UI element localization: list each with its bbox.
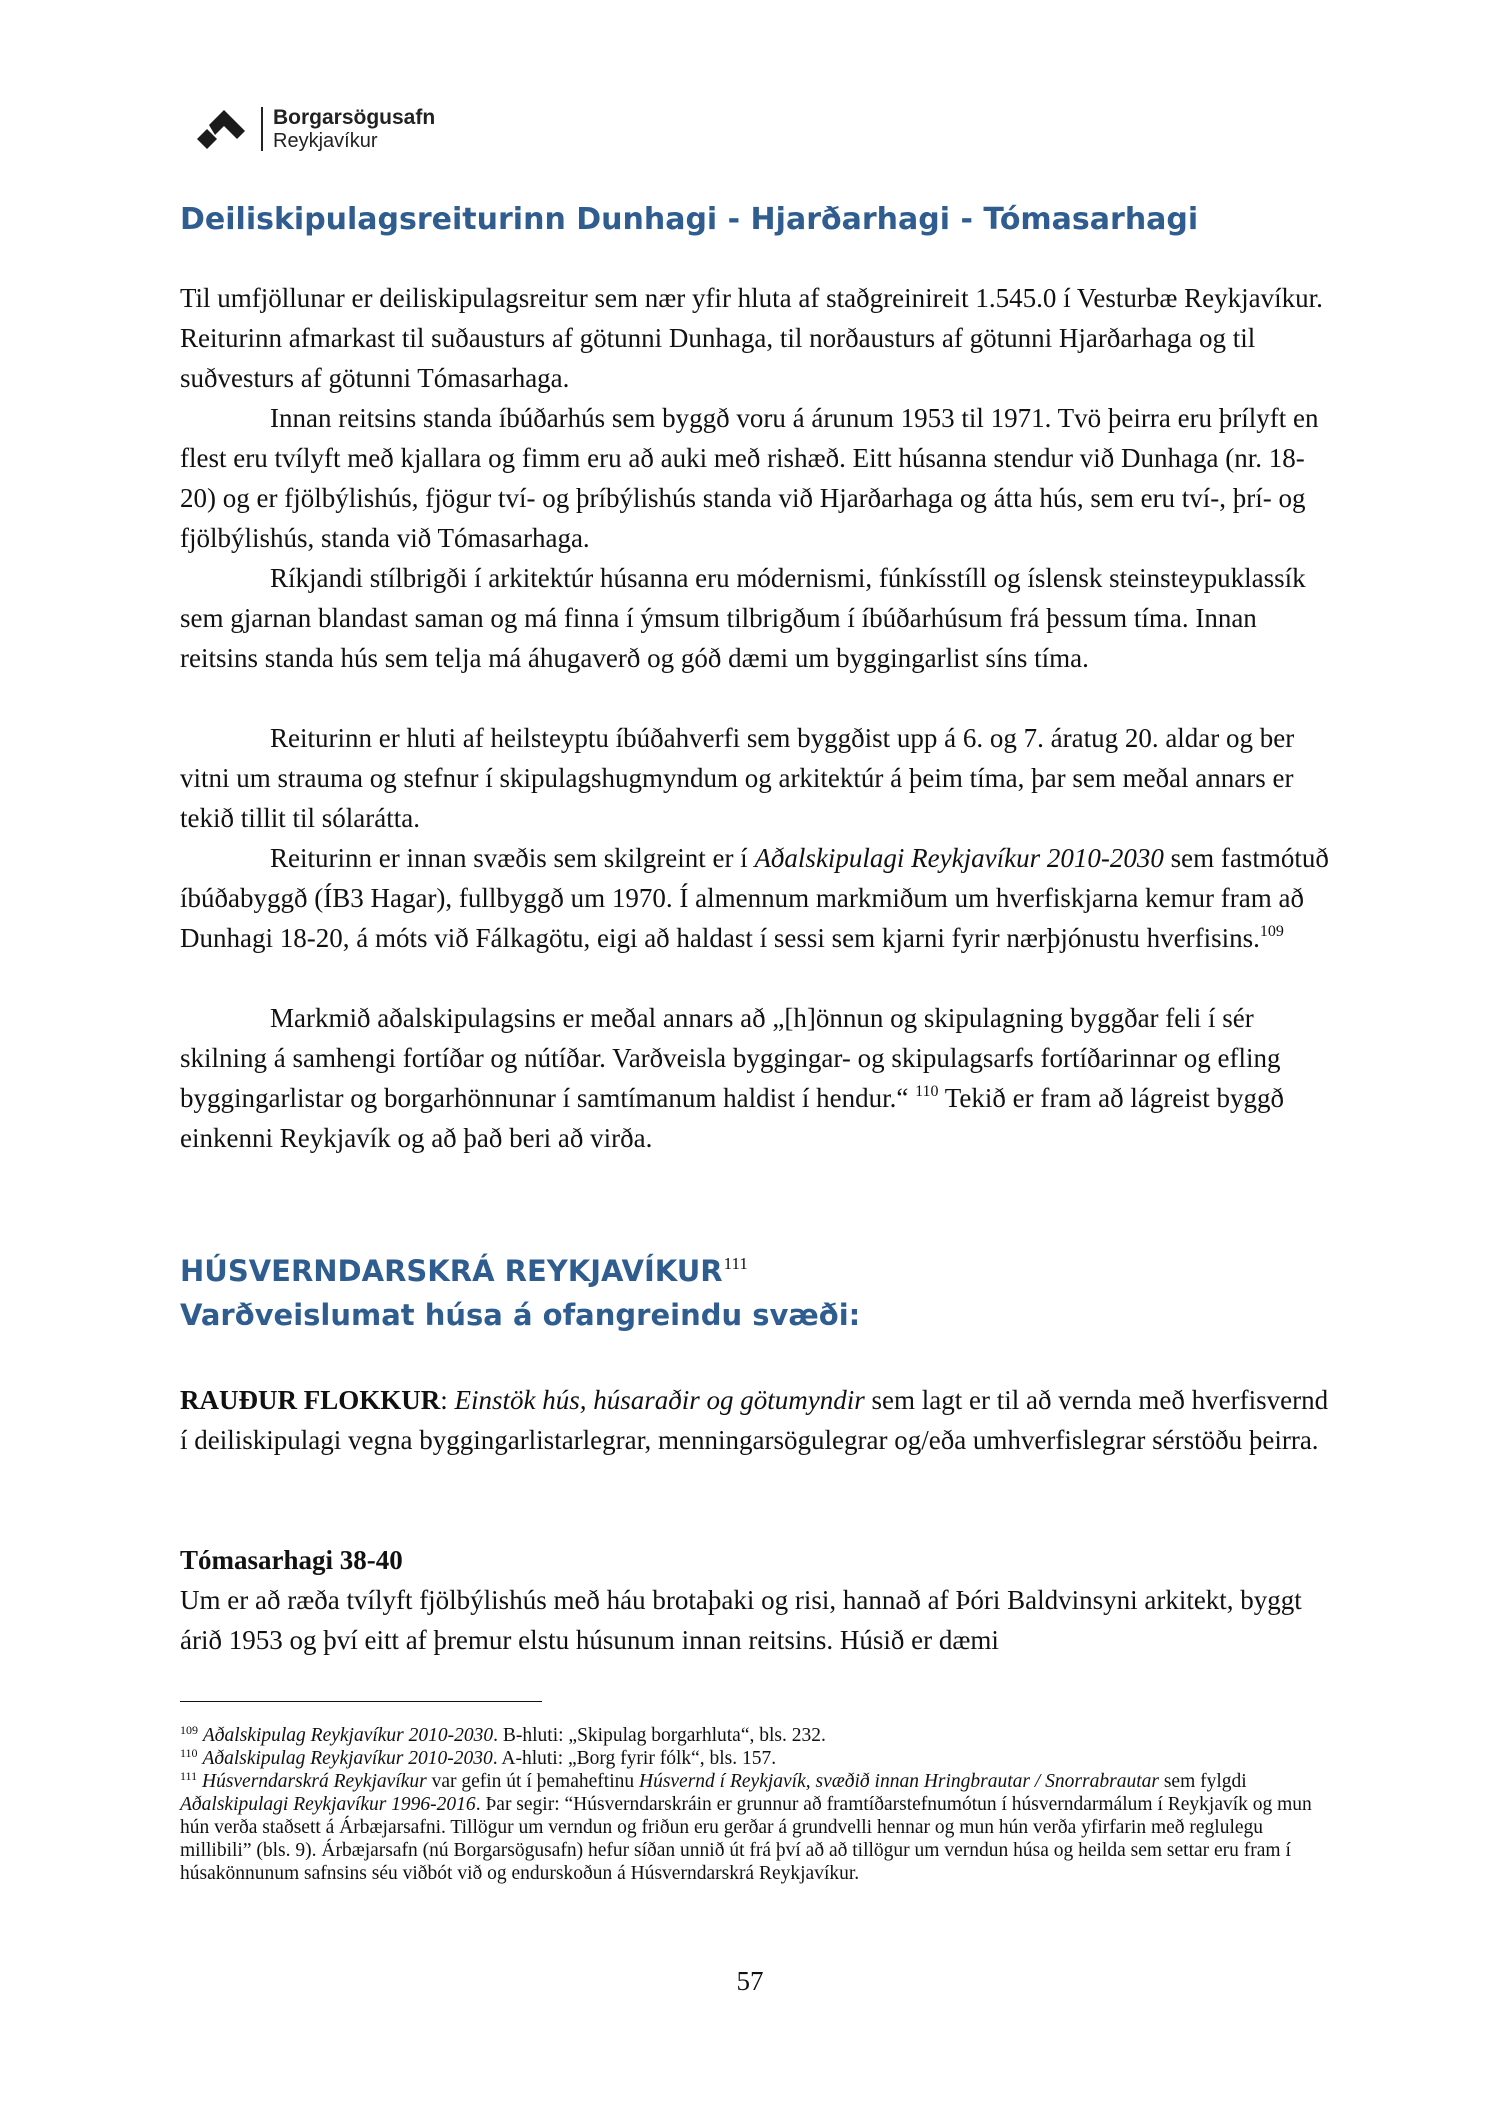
house-title: Tómasarhagi 38-40: [180, 1545, 403, 1575]
house-description: Um er að ræða tvílyft fjölbýlishús með háu brotaþaki og risi, hannað af Þóri Baldvinsyni arkitekt, byggt árið 1953 og því eitt af þremur elstu húsunum innan reitsins. Húsið er dæmi: [180, 1585, 1302, 1655]
red-category-label: RAUÐUR FLOKKUR: [180, 1385, 441, 1415]
registry-heading: HÚSVERNDARSKRÁ REYKJAVÍKUR$^{111}$: [180, 1254, 748, 1288]
paragraph-history: Reiturinn er hluti af heilsteyptu íbúðahverfi sem byggðist upp á 6. og 7. áratug 20. aldar og ber vitni um strauma og stefnur í skipulagshugmyndum og arkitektúr á þeim tíma, þar sem meðal annars er tekið tillit til sólarátta.: [180, 723, 1295, 833]
page-number: 57: [736, 1966, 764, 1996]
footnote-separator: [180, 1701, 542, 1702]
footnote-ref-111: 111: [723, 1254, 748, 1273]
footnotes: [180, 1724, 1330, 1885]
footnote-ref-110: 110: [915, 1083, 939, 1100]
footnote-110: $^{110}$ Aðalskipulag Reykjavíkur 2010-2030. A-hluti: „Borg fyrir fólk“, bls. 157.: [180, 1746, 777, 1769]
logo-divider: [261, 107, 263, 151]
museum-logo: [195, 105, 435, 153]
chevron-logo-icon: [195, 105, 253, 153]
footnote-111: $^{111}$ Húsverndarskrá Reykjavíkur var gefin út í þemaheftinu Húsvernd í Reykjavík, svæðið innan Hringbrautar / Snorrabrautar sem fylgdi Aðalskipulagi Reykjavíkur 1996-2016. Þar segir: “Húsverndarskráin er grunnur að framtíðarstefnumótun í húsverndarmálum í Reykjavík og mun hún verða staðsett á Árbæjarsafni. Tillögur um verndun og friðun eru gerðar á grundvelli hennar og mun hún verða yfirfarin með reglulegu millibili” (bls. 9). Árbæjarsafn (nú Borgarsögusafn) hefur síðan unnið út frá því að að tillögur um verndun húsa og heilda sem settar eru fram í húsakönnunum safnsins séu viðbót við og endurskoðun á Húsverndarskrá Reykjavíkur.: [180, 1769, 1312, 1884]
paragraph-area-description: Til umfjöllunar er deiliskipulagsreitur sem nær yfir hluta af staðgreinireit 1.545.0 í Vesturbæ Reykjavíkur. Reiturinn afmarkast til suðausturs af götunni Dunhaga, til norðausturs af götunni Hjarðarhaga og til suðvesturs af götunni Tómasarhaga.: [180, 283, 1323, 393]
paragraph-houses: Innan reitsins standa íbúðarhús sem byggð voru á árunum 1953 til 1971. Tvö þeirra eru þrílyft en flest eru tvílyft með kjallara og fimm eru að auki með rishæð. Eitt húsanna stendur við Dunhaga (nr. 18-20) og er fjölbýlishús, fjögur tví- og þríbýlishús standa við Hjarðarhaga og átta hús, sem eru tví-, þrí- og fjölbýlishús, standa við Tómasarhaga.: [180, 403, 1319, 553]
logo-city: Reykjavíkur: [273, 129, 378, 152]
masterplan-title: Aðalskipulagi Reykjavíkur 2010-2030: [754, 843, 1164, 873]
footnote-109: $^{109}$ Aðalskipulag Reykjavíkur 2010-2030. B-hluti: „Skipulag borgarhluta“, bls. 232.: [180, 1723, 826, 1746]
registry-subheading: Varðveislumat húsa á ofangreindu svæði:: [180, 1298, 861, 1332]
paragraph-objectives: Markmið aðalskipulagsins er meðal annars að „[h]önnun og skipulagning byggðar feli í sér skilning á samhengi fortíðar og nútíðar. Varðveisla byggingar- og skipulagsarfs fortíðarinnar og efling byggingarlistar og borgarhönnunar í samtímanum haldist í hendur.“ $^{110}$ Tekið er fram að lágreist byggð einkenni Reykjavík og að það beri að virða.: [180, 1003, 1285, 1153]
paragraph-style: Ríkjandi stílbrigði í arkitektúr húsanna eru módernismi, fúnkísstíll og íslensk steinsteypuklassík sem gjarnan blandast saman og má finna í ýmsum tilbrigðum í íbúðarhúsum frá þessum tíma. Innan reitsins standa hús sem telja má áhugaverð og góð dæmi um byggingarlist síns tíma.: [180, 563, 1306, 673]
paragraph-masterplan: Reiturinn er innan svæðis sem skilgreint er í Aðalskipulagi Reykjavíkur 2010-2030 sem fastmótuð íbúðabyggð (ÍB3 Hagar), fullbyggð um 1970. Í almennum markmiðum um hverfiskjarna kemur fram að Dunhagi 18-20, á móts við Fálkagötu, eigi að haldast í sessi sem kjarni fyrir nærþjónustu hverfisins.$^{109}$: [180, 843, 1329, 953]
red-category-paragraph: RAUÐUR FLOKKUR: Einstök hús, húsaraðir og götumyndir sem lagt er til að vernda með hverfisvernd í deiliskipulagi vegna byggingarlistarlegrar, menningarsögulegrar og/eða umhverfislegrar sérstöðu þeirra.: [180, 1385, 1329, 1455]
section-heading: Deiliskipulagsreiturinn Dunhagi - Hjarðarhagi - Tómasarhagi: [180, 202, 1199, 237]
footnote-ref-109: 109: [1259, 923, 1284, 940]
logo-name: Borgarsögusafn: [273, 106, 436, 130]
